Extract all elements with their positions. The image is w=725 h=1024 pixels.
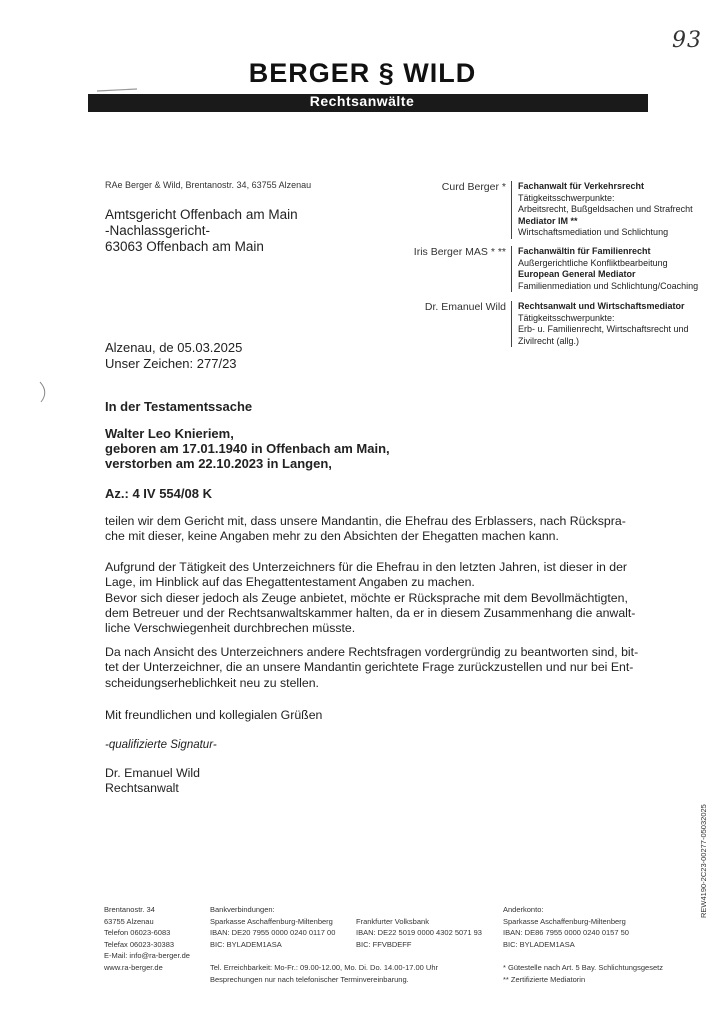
margin-mark (38, 380, 50, 404)
lawyer-qualification: European General Mediator (518, 269, 636, 279)
lawyer-specialty: Fachanwältin für Familienrecht (518, 246, 651, 256)
side-code-text: REW4190-2C23-00277-05032025 (699, 804, 708, 918)
footer-bank-bic: BIC: FFVBDEFF (356, 939, 412, 949)
case-number-value: 4 IV 554/08 K (132, 486, 212, 501)
signature-note: -qualifizierte Signatur- (105, 739, 217, 751)
firm-name: BERGER § WILD (248, 58, 477, 88)
footer-bank-iban: IBAN: DE20 7955 0000 0240 0117 00 (210, 928, 336, 937)
footer-note: * Gütestelle nach Art. 5 Bay. Schlichtungsgesetz (503, 963, 663, 972)
footer-bank-name: Sparkasse Aschaffenburg-Miltenberg (503, 916, 626, 926)
footer-escrow (503, 904, 629, 950)
paragraph-line: Da nach Ansicht des Unterzeichners andere Rechtsfragen vordergründig zu beantworten sind, bit- (105, 645, 639, 659)
signer-name: Dr. Emanuel Wild (105, 766, 200, 780)
closing-line: Mit freundlichen und kollegialen Grüßen (105, 708, 323, 722)
decedent-name: Walter Leo Knieriem, (105, 426, 234, 441)
paragraph-line: Aufgrund der Tätigkeit des Unterzeichners für die Ehefrau in den letzten Jahren, ist dieser in der (105, 560, 627, 574)
pen-stroke-mark (96, 88, 138, 92)
lawyer-detail: Zivilrecht (allg.) (518, 335, 580, 346)
paragraph-line: liche Verschwiegenheit durchbrechen müsste. (105, 621, 356, 636)
recipient-department: -Nachlassgericht- (105, 223, 211, 238)
footer-address (104, 904, 190, 973)
signer-title: Rechtsanwalt (105, 781, 179, 796)
date-reference-block (105, 340, 242, 372)
case-number-label: Az.: (105, 486, 129, 501)
subject-line: In der Testamentssache (105, 399, 253, 414)
recipient-address (105, 207, 298, 255)
footer-phone: Telefon 06023-6083 (104, 928, 171, 937)
firm-subtitle: Rechtsanwälte (309, 93, 415, 109)
recipient-city: 63063 Offenbach am Main (105, 239, 264, 254)
handwritten-page-number: 93 (672, 28, 702, 53)
lawyer-name: Dr. Emanuel Wild (424, 301, 506, 313)
footer-bank-iban: IBAN: DE86 7955 0000 0240 0157 50 (503, 928, 629, 937)
footer-city: 63755 Alzenau (104, 916, 154, 926)
our-reference: Unser Zeichen: 277/23 (105, 356, 237, 371)
letter-date: Alzenau, de 05.03.2025 (105, 340, 243, 355)
body-paragraph (105, 560, 655, 636)
case-number (105, 486, 212, 501)
lawyer-focus: Arbeitsrecht, Bußgeldsachen und Strafrecht (518, 204, 693, 214)
footer-street: Brentanostr. 34 (104, 905, 155, 914)
paragraph-line: scheidungserheblichkeit neu zu stellen. (105, 675, 319, 690)
paragraph-line: Bevor sich dieser jedoch als Zeuge anbietet, möchte er Rücksprache mit dem Bevollmächtigten, (105, 590, 628, 605)
footer-note: ** Zertifizierte Mediatorin (503, 974, 586, 984)
lawyer-specialty: Fachanwalt für Verkehrsrecht (518, 181, 645, 191)
footer-escrow-heading: Anderkonto: (503, 905, 544, 914)
footer-bank-name: Sparkasse Aschaffenburg-Miltenberg (210, 916, 333, 926)
lawyer-name: Iris Berger MAS * ** (413, 246, 506, 258)
lawyer-info (511, 301, 713, 347)
lawyer-specialty: Rechtsanwalt und Wirtschaftsmediator (518, 301, 685, 311)
footer-bank-bic: BIC: BYLADEM1ASA (210, 939, 282, 949)
body-paragraph (105, 645, 655, 691)
lawyer-focus-label: Tätigkeitsschwerpunkte: (518, 312, 615, 323)
lawyer-qualification: Mediator IM ** (518, 215, 578, 226)
recipient-court: Amtsgericht Offenbach am Main (105, 207, 298, 222)
lawyer-detail: Familienmediation und Schlichtung/Coaching (518, 280, 699, 291)
lawyer-info (511, 181, 713, 239)
footer-bank-bic: BIC: BYLADEM1ASA (503, 939, 575, 949)
decedent-block (105, 426, 390, 471)
sender-line: RAe Berger & Wild, Brentanostr. 34, 63755 Alzenau (105, 180, 312, 190)
footer-bank-iban: IBAN: DE22 5019 0000 4302 5071 93 (356, 928, 482, 937)
footer-email: E-Mail: info@ra-berger.de (104, 951, 190, 960)
side-code (696, 748, 710, 918)
footer-notes (503, 962, 663, 985)
paragraph-line: teilen wir dem Gericht mit, dass unsere Mandantin, die Ehefrau des Erblassers, nach Rückspra- (105, 514, 626, 528)
signer-block (105, 766, 200, 797)
paragraph-line: dem Betreuer und der Rechtsanwaltskammer halten, da er in diesem Zusammenhang die anwalt- (105, 605, 636, 620)
body-paragraph (105, 514, 655, 545)
lawyer-name: Curd Berger * (441, 181, 506, 193)
lawyer-detail: Wirtschaftsmediation und Schlichtung (518, 227, 669, 237)
footer-bank-1 (210, 904, 335, 950)
paragraph-line: che mit dieser, keine Angaben mehr zu den Absichten der Ehegatten machen kann. (105, 529, 559, 544)
decedent-birth: geboren am 17.01.1940 in Offenbach am Main, (105, 441, 390, 456)
paragraph-line: Lage, im Hinblick auf das Ehegattentestament Angaben zu machen. (105, 575, 475, 590)
footer-bank-2 (356, 904, 482, 950)
footer-fax: Telefax 06023-30383 (104, 939, 175, 949)
footer-bank-name: Frankfurter Volksbank (356, 916, 429, 926)
lawyer-focus-label: Tätigkeitsschwerpunkte: (518, 192, 615, 203)
decedent-death: verstorben am 22.10.2023 in Langen, (105, 456, 332, 471)
lawyer-focus: Erb- u. Familienrecht, Wirtschaftsrecht und (518, 324, 689, 334)
paragraph-line: tet der Unterzeichner, die an unsere Mandantin gerichtete Frage zurückzustellen und nur bei Ent- (105, 660, 634, 675)
footer-website: www.ra-berger.de (104, 962, 163, 972)
footer-phone-hours: Tel. Erreichbarkeit: Mo-Fr.: 09.00-12.00, Mo. Di. Do. 14.00-17.00 Uhr (210, 963, 439, 972)
lawyer-focus: Außergerichtliche Konfliktbearbeitung (518, 257, 668, 268)
footer-hours (210, 962, 438, 985)
lawyer-info (511, 246, 713, 292)
footer-bank-heading: Bankverbindungen: (210, 905, 275, 914)
footer-meetings: Besprechungen nur nach telefonischer Terminvereinbarung. (210, 974, 409, 984)
